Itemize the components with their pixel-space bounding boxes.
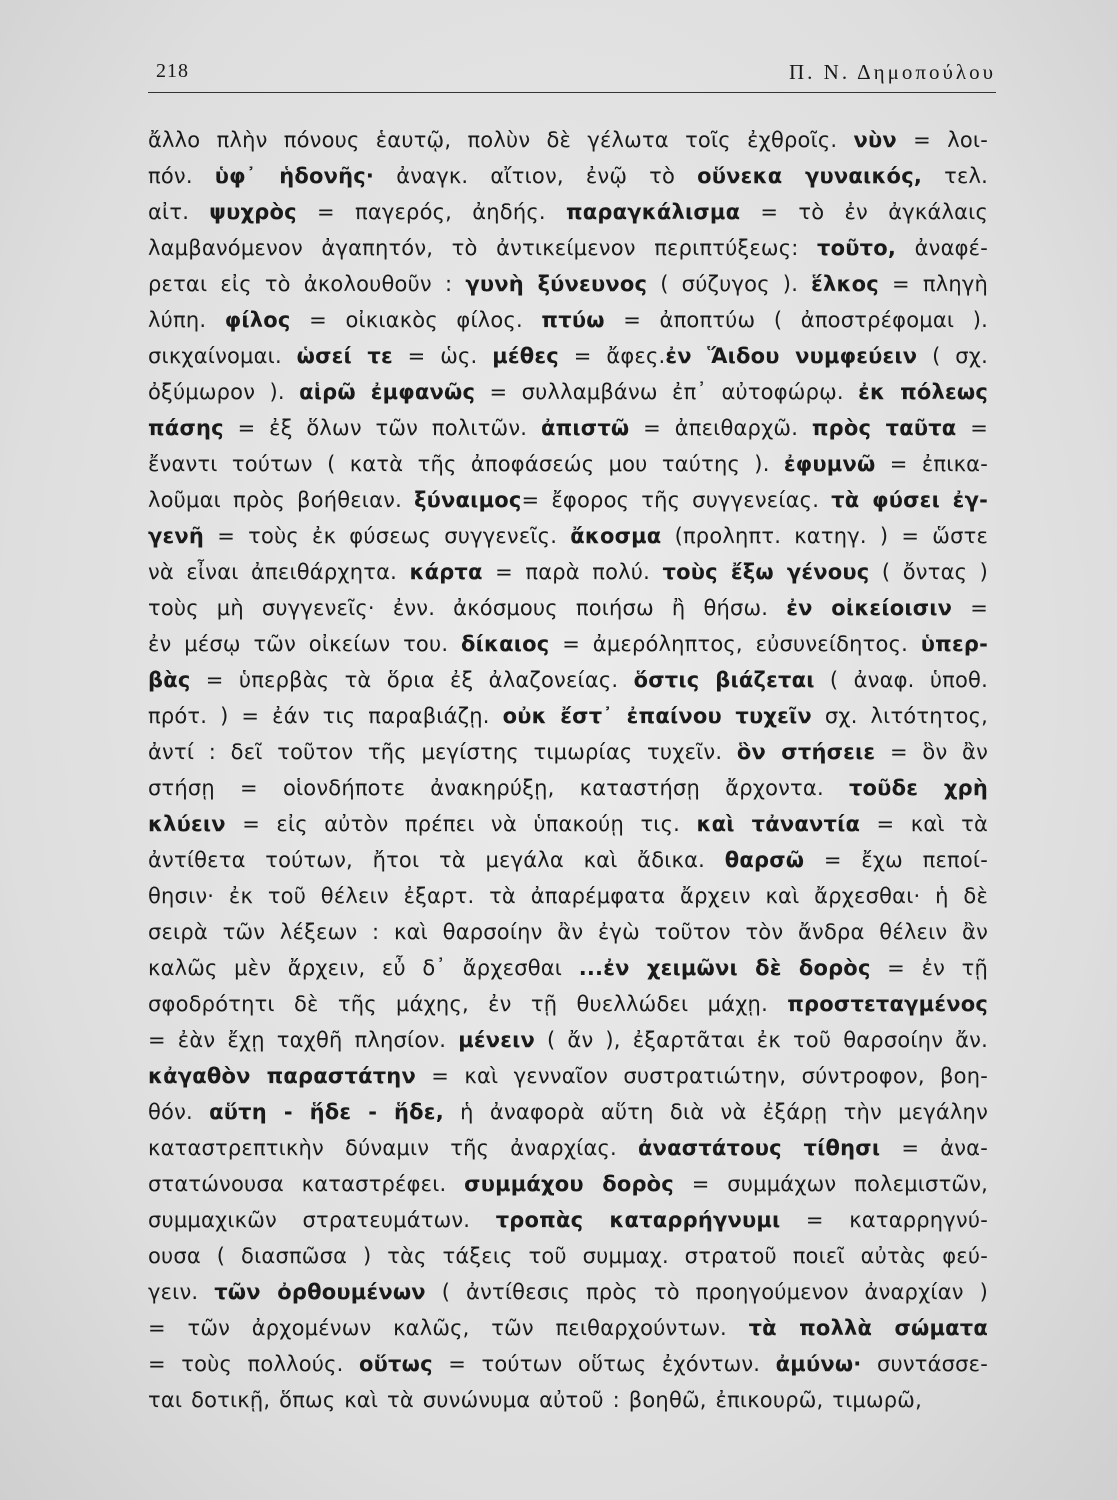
gloss-text: = οἰκιακὸς φίλος. <box>290 308 542 332</box>
text-line <box>148 338 988 374</box>
gloss-text: νὰ εἶναι ἀπειθάρχητα. <box>148 560 410 584</box>
gloss-text: ὀξύμωρον ). <box>148 380 300 404</box>
gloss-text: γειν. <box>148 1280 215 1304</box>
gloss-text: = ἀμερόληπτος, εὐσυνείδητος. <box>549 632 921 656</box>
headword: ἀμύνω· <box>775 1352 862 1376</box>
gloss-text: τοὺς μὴ συγγενεῖς· ἐνν. ἀκόσμους ποιήσω ἢ θήσω. <box>148 596 787 620</box>
text-line <box>148 302 988 338</box>
text-line <box>148 446 988 482</box>
headword: κἀγαθὸν παραστάτην <box>148 1064 416 1088</box>
gloss-text: ται δοτικῇ, ὅπως καὶ τὰ συνώνυμα αὐτοῦ : βοηθῶ, ἐπικουρῶ, τιμωρῶ, <box>148 1388 922 1412</box>
gloss-text: σικχαίνομαι. <box>148 344 297 368</box>
headword: παραγκάλισμα <box>565 200 741 224</box>
headword: τὰ φύσει ἐγ- <box>831 488 988 512</box>
text-line <box>148 518 988 554</box>
headword: τοῦτο, <box>817 236 897 260</box>
gloss-text: σφοδρότητι δὲ τῆς μάχης, ἐν τῇ θυελλώδει μάχῃ. <box>148 992 788 1016</box>
headword: ὃν στήσειε <box>736 740 876 764</box>
gloss-text: = παρὰ πολύ. <box>482 560 663 584</box>
headword: πτύω <box>541 308 605 332</box>
gloss-text: = τοὺς ἐκ φύσεως συγγενεῖς. <box>204 524 571 548</box>
gloss-text: ἡ ἀναφορὰ αὕτη διὰ νὰ ἐξάρῃ τὴν μεγάλην <box>443 1100 989 1124</box>
gloss-text: καλῶς μὲν ἄρχειν, εὖ δ᾽ ἄρχεσθαι <box>148 956 579 980</box>
headword: αἱρῶ ἐμφανῶς <box>299 380 476 404</box>
gloss-text: = ἄφες. <box>558 344 666 368</box>
gloss-text: ( ὄντας ) <box>869 560 988 584</box>
gloss-text: θησιν· ἐκ τοῦ θέλειν ἐξαρτ. τὰ ἀπαρέμφατα ἄρχειν καὶ ἄρχεσθαι· ἡ δὲ <box>148 884 988 908</box>
headword: ὑφ᾽ ἡδονῆς· <box>214 164 375 188</box>
text-line <box>148 1274 988 1310</box>
headword: ξύναιμος <box>414 488 522 512</box>
headword: ἐκ πόλεως <box>858 380 988 404</box>
running-head: Π. Ν. Δημοπούλου <box>789 60 996 84</box>
gloss-text: = πληγὴ <box>878 272 989 296</box>
text-line <box>148 914 988 950</box>
gloss-text: = ὡς. <box>392 344 493 368</box>
text-line <box>148 266 988 302</box>
headword: ἄκοσμα <box>570 524 662 548</box>
text-line <box>148 230 988 266</box>
headword: ἕλκος <box>811 272 879 296</box>
gloss-text: = ἐν τῇ <box>870 956 988 980</box>
text-line <box>148 122 988 158</box>
text-line <box>148 734 988 770</box>
gloss-text: συμμαχικῶν στρατευμάτων. <box>148 1208 496 1232</box>
headword: κλύειν <box>148 812 226 836</box>
headword: πάσης <box>148 416 224 440</box>
gloss-text: = συμμάχων πολεμιστῶν, <box>673 1172 989 1196</box>
gloss-text: αἰτ. <box>148 200 210 224</box>
gloss-text: ἀντίθετα τούτων, ἤτοι τὰ μεγάλα καὶ ἄδικα. <box>148 848 725 872</box>
headword: μένειν <box>458 1028 536 1052</box>
gloss-text: = ἔχω πεποί- <box>804 848 988 872</box>
headword: γενῆ <box>148 524 205 548</box>
headword: νὺν <box>853 128 897 152</box>
text-line <box>148 698 988 734</box>
gloss-text: = ἐπικα- <box>875 452 988 476</box>
text-line <box>148 950 988 986</box>
headword: οὕνεκα γυναικός, <box>697 164 923 188</box>
gloss-text: ( ἄν ), ἐξαρτᾶται ἐκ τοῦ θαρσοίην ἄν. <box>535 1028 988 1052</box>
gloss-text: = τούτων οὕτως ἐχόντων. <box>432 1352 776 1376</box>
gloss-text: = <box>956 416 989 440</box>
text-line <box>148 1238 988 1274</box>
gloss-text: = καὶ τὰ <box>860 812 989 836</box>
headword: ψυχρὸς <box>209 200 297 224</box>
gloss-text: λοῦμαι πρὸς βοήθειαν. <box>148 488 415 512</box>
gloss-text: ( ἀναφ. ὑποθ. <box>814 668 988 692</box>
text-line <box>148 1382 988 1418</box>
headword: ἀπιστῶ <box>540 416 630 440</box>
text-line <box>148 1166 988 1202</box>
headword: ὅστις βιάζεται <box>633 668 815 692</box>
gloss-text: λαμβανόμενον ἀγαπητόν, τὸ ἀντικείμενον περιπτύξεως: <box>148 236 818 260</box>
headword: καὶ τἀναντία <box>696 812 861 836</box>
headword: τοὺς ἔξω γένους <box>662 560 870 584</box>
gloss-text: ( σύζυγος ). <box>647 272 812 296</box>
gloss-text: καταστρεπτικὴν δύναμιν τῆς ἀναρχίας. <box>148 1136 638 1160</box>
page-header <box>148 58 996 93</box>
text-line <box>148 626 988 662</box>
headword: αὕτη - ἥδε - ἥδε, <box>209 1100 444 1124</box>
headword: πρὸς ταῦτα <box>811 416 957 440</box>
gloss-text: ἄλλο πλὴν πόνους ἑαυτῷ, πολὺν δὲ γέλωτα τοῖς ἐχθροῖς. <box>148 128 854 152</box>
headword: ἐν Ἅιδου νυμφεύειν <box>665 344 918 368</box>
text-line <box>148 1202 988 1238</box>
gloss-text: σχ. λιτότητος, <box>811 704 989 728</box>
headword: τὰ πολλὰ σώματα <box>748 1316 989 1340</box>
text-line <box>148 410 988 446</box>
text-line <box>148 1058 988 1094</box>
gloss-text: ἐν μέσῳ τῶν οἰκείων του. <box>148 632 461 656</box>
text-line <box>148 770 988 806</box>
text-line <box>148 1346 988 1382</box>
gloss-text: σειρὰ τῶν λέξεων : καὶ θαρσοίην ἂν ἐγὼ τοῦτον τὸν ἄνδρα θέλειν ἂν <box>148 920 988 944</box>
gloss-text: = ἀπειθαρχῶ. <box>629 416 812 440</box>
gloss-text: ἔναντι τούτων ( κατὰ τῆς ἀποφάσεώς μου ταύτης ). <box>148 452 784 476</box>
gloss-text: στατώνουσα καταστρέφει. <box>148 1172 465 1196</box>
headword: ὑπερ- <box>920 632 988 656</box>
text-line <box>148 482 988 518</box>
text-line <box>148 194 988 230</box>
headword: κάρτα <box>409 560 483 584</box>
text-line <box>148 1130 988 1166</box>
gloss-text: πρότ. ) = ἐάν τις παραβιάζῃ. <box>148 704 503 728</box>
headword: προστεταγμένος <box>787 992 988 1016</box>
gloss-text: ουσα ( διασπῶσα ) τὰς τάξεις τοῦ συμμαχ. στρατοῦ ποιεῖ αὐτὰς φεύ- <box>148 1244 988 1268</box>
gloss-text: = συλλαμβάνω ἐπ᾽ αὐτοφώρῳ. <box>475 380 859 404</box>
gloss-text: = καταρρηγνύ- <box>780 1208 988 1232</box>
headword: οὐκ ἔστ᾽ ἐπαίνου τυχεῖν <box>502 704 812 728</box>
headword: μέθες <box>492 344 559 368</box>
gloss-text: (προληπτ. κατηγ. ) = ὥστε <box>661 524 988 548</box>
text-line <box>148 1094 988 1130</box>
headword: συμμάχου δορὸς <box>464 1172 674 1196</box>
gloss-text: ἀντί : δεῖ τοῦτον τῆς μεγίστης τιμωρίας τυχεῖν. <box>148 740 737 764</box>
gloss-text: = τὸ ἐν ἀγκάλαις <box>740 200 988 224</box>
gloss-text: = παγερός, ἀηδής. <box>296 200 566 224</box>
text-line <box>148 806 988 842</box>
body-text <box>148 122 988 1418</box>
gloss-text: = ἀνα- <box>880 1136 989 1160</box>
gloss-text: ἀναφέ- <box>896 236 988 260</box>
headword: ἐν οἰκείοισιν <box>786 596 953 620</box>
gloss-text: = <box>952 596 989 620</box>
gloss-text: θόν. <box>148 1100 210 1124</box>
headword: ὡσεί τε <box>296 344 393 368</box>
headword: ...ἐν χειμῶνι δὲ δορὸς <box>578 956 871 980</box>
gloss-text: = λοι- <box>896 128 988 152</box>
headword: ἐφυμνῶ <box>783 452 876 476</box>
text-line <box>148 842 988 878</box>
gloss-text: = ὑπερβὰς τὰ ὅρια ἐξ ἀλαζονείας. <box>190 668 634 692</box>
text-line <box>148 158 988 194</box>
text-line <box>148 1310 988 1346</box>
text-line <box>148 590 988 626</box>
headword: τοῦδε χρὴ <box>848 776 988 800</box>
headword: γυνὴ ξύνευνος <box>465 272 648 296</box>
gloss-text: στήσῃ = οἱονδήποτε ἀνακηρύξῃ, καταστήσῃ ἄρχοντα. <box>148 776 849 800</box>
gloss-text: = ἐὰν ἔχῃ ταχθῆ πλησίον. <box>148 1028 459 1052</box>
headword: δίκαιος <box>461 632 550 656</box>
headword: τῶν ὀρθουμένων <box>214 1280 426 1304</box>
gloss-text: ρεται εἰς τὸ ἀκολουθοῦν : <box>148 272 466 296</box>
text-line <box>148 878 988 914</box>
gloss-text: ( ἀντίθεσις πρὸς τὸ προηγούμενον ἀναρχίαν ) <box>425 1280 988 1304</box>
text-line <box>148 662 988 698</box>
gloss-text: = εἰς αὐτὸν πρέπει νὰ ὑπακούῃ τις. <box>225 812 697 836</box>
headword: τροπὰς καταρρήγνυμι <box>495 1208 781 1232</box>
gloss-text: ( σχ. <box>917 344 988 368</box>
page-number: 218 <box>156 60 189 82</box>
gloss-text: = τῶν ἀρχομένων καλῶς, τῶν πειθαρχούντων. <box>148 1316 749 1340</box>
gloss-text: πόν. <box>148 164 215 188</box>
gloss-text: = τοὺς πολλούς. <box>148 1352 360 1376</box>
headword: φίλος <box>224 308 291 332</box>
headword: θαρσῶ <box>724 848 805 872</box>
gloss-text: = ἐξ ὅλων τῶν πολιτῶν. <box>223 416 541 440</box>
text-line <box>148 374 988 410</box>
text-line <box>148 1022 988 1058</box>
gloss-text: λύπη. <box>148 308 225 332</box>
gloss-text: = καὶ γενναῖον συστρατιώτην, σύντροφον, βοη- <box>415 1064 988 1088</box>
text-line <box>148 554 988 590</box>
gloss-text: συντάσσε- <box>861 1352 988 1376</box>
headword: οὕτως <box>359 1352 433 1376</box>
headword: ἀναστάτους τίθησι <box>638 1136 881 1160</box>
gloss-text: τελ. <box>922 164 988 188</box>
text-line <box>148 986 988 1022</box>
gloss-text: = ἀποπτύω ( ἀποστρέφομαι ). <box>604 308 988 332</box>
gloss-text: ἀναγκ. αἴτιον, ἐνῷ τὸ <box>374 164 698 188</box>
headword: βὰς <box>148 668 191 692</box>
gloss-text: = ἔφορος τῆς συγγενείας. <box>521 488 832 512</box>
gloss-text: = ὃν ἂν <box>875 740 988 764</box>
